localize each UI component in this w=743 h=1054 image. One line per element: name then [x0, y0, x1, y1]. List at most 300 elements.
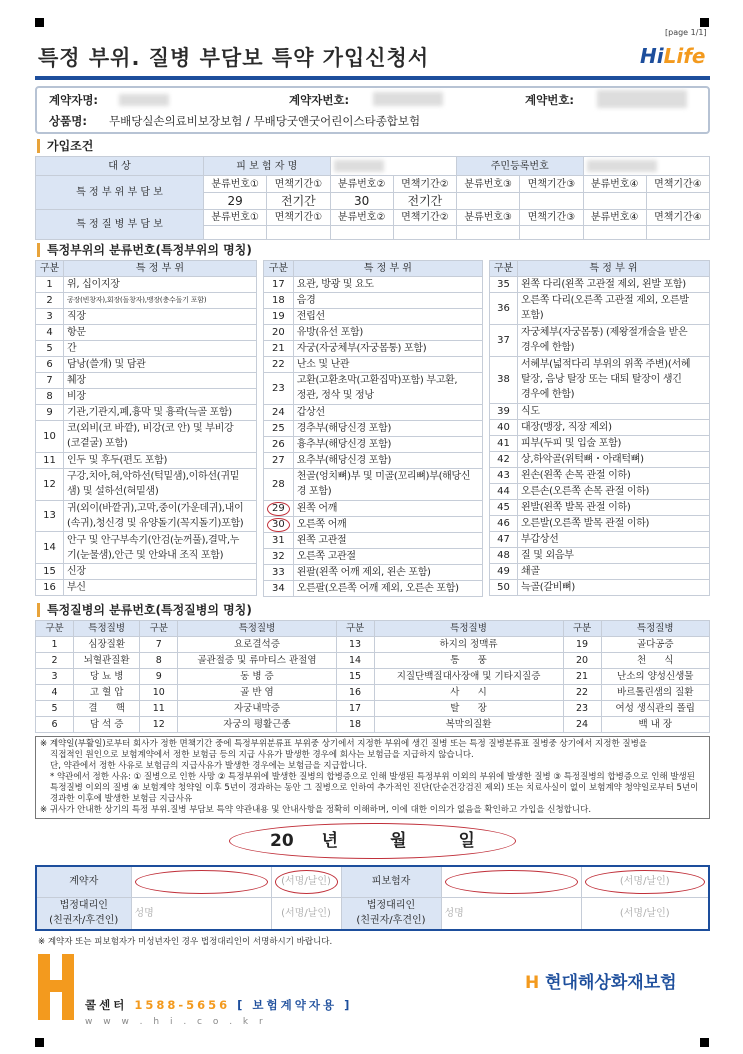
disease-name: 골관절증 및 류마티스 관절염 [178, 652, 336, 668]
table-row [36, 668, 710, 684]
table-row [264, 436, 483, 452]
part-name: 항문 [64, 325, 257, 341]
part-no-cell: 27 [264, 452, 294, 468]
col-header-name: 특정질병 [178, 620, 336, 636]
disease-name: 통 풍 [374, 652, 563, 668]
part-no-cell: 25 [264, 420, 294, 436]
part-no-cell: 1 [36, 277, 64, 293]
legal-rep-name-field[interactable]: 성명 [131, 898, 271, 930]
part-name: 경추부(해당신경 포함) [293, 420, 482, 436]
table-row [36, 325, 257, 341]
table-row [36, 357, 257, 373]
part-no: 29 [267, 502, 290, 516]
part-name: 상,하악골(위턱뼈・아래턱뼈) [518, 452, 710, 468]
part-no-cell: 21 [264, 341, 294, 357]
part-no-cell: 17 [264, 277, 294, 293]
table-row [36, 652, 710, 668]
table-row [264, 564, 483, 580]
table-row [264, 325, 483, 341]
part-no-cell: 48 [490, 548, 518, 564]
parts-table-1 [35, 260, 257, 596]
part-name: 오른쪽 어깨 [293, 516, 482, 532]
part-name: 왼손(왼쪽 손목 관절 이하) [518, 468, 710, 484]
table-row [490, 484, 710, 500]
part-value[interactable]: 29 [204, 193, 267, 210]
table-row [36, 452, 257, 468]
redacted [119, 94, 169, 106]
table-row [490, 420, 710, 436]
col-header: 분류번호③ [457, 210, 520, 226]
note: ※ 귀사가 안내한 상기의 특정 부위.질병 부담보 특약 약관내용 및 안내사항을 정확히 이해하며, 이에 대한 이의가 없음을 확인하고 가입을 신청합니다. [40, 804, 592, 815]
part-name: 식도 [518, 404, 710, 420]
disease-no: 3 [36, 668, 74, 684]
contractor-no-label: 계약자번호: [289, 93, 350, 107]
callcenter: 콜센터 1588-5656 [ 보험계약자용 ] w w w . h i . c o . k r [85, 997, 353, 1027]
part-no-cell: 26 [264, 436, 294, 452]
table-row [264, 452, 483, 468]
table-row [36, 373, 257, 389]
part-name: 왼쪽 어깨 [293, 500, 482, 516]
table-row [36, 309, 257, 325]
disease-no: 18 [336, 716, 374, 732]
col-header: 분류번호② [330, 210, 393, 226]
disease-no: 8 [140, 652, 178, 668]
table-row [36, 421, 257, 453]
col-header: 면책기간② [393, 210, 456, 226]
table-row [490, 277, 710, 293]
target-label: 대 상 [36, 157, 204, 176]
part-name: 요추부(해당신경 포함) [293, 452, 482, 468]
part-no-cell: 46 [490, 516, 518, 532]
disease-value[interactable] [330, 226, 393, 240]
diseases-table [35, 620, 710, 733]
part-no-cell: 38 [490, 356, 518, 404]
part-name: 유방(유선 포함) [293, 325, 482, 341]
col-header-name: 특정질병 [74, 620, 140, 636]
form-body [35, 139, 710, 1034]
legal-rep-sign-field-2[interactable]: (서명/날인) [581, 898, 709, 930]
product-value: 무배당실손의료비보장보험 / 무배당굿앤굿어린이스타종합보험 [109, 114, 421, 128]
part-no-cell: 23 [264, 373, 294, 405]
part-no-cell: 35 [490, 277, 518, 293]
table-row [36, 580, 257, 596]
part-name: 부신 [64, 580, 257, 596]
part-name: 인두 및 후두(편도 포함) [64, 452, 257, 468]
part-no-cell: 40 [490, 420, 518, 436]
col-header-no: 구분 [264, 261, 294, 277]
part-name: 질 및 외음부 [518, 548, 710, 564]
disease-name: 자궁의 평활근종 [178, 716, 336, 732]
table-row [490, 436, 710, 452]
table-row [264, 420, 483, 436]
insured-name-value [330, 157, 457, 176]
table-row [490, 468, 710, 484]
part-no-cell: 34 [264, 580, 294, 596]
period-value[interactable]: 전기간 [393, 193, 456, 210]
part-no-cell: 2 [36, 293, 64, 309]
part-name: 갑상선 [293, 404, 482, 420]
rrn-label: 주민등록번호 [457, 157, 584, 176]
col-header-name: 특정질병 [601, 620, 709, 636]
part-name: 직장 [64, 309, 257, 325]
part-no-cell: 44 [490, 484, 518, 500]
col-header: 면책기간② [393, 176, 456, 193]
join-conditions-table [35, 156, 710, 240]
disease-name: 당 뇨 병 [74, 668, 140, 684]
part-name: 피부(두피 및 입술 포함) [518, 436, 710, 452]
redacted [597, 90, 687, 108]
table-row [264, 580, 483, 596]
part-name: 구강,치아,혀,악하선(턱밑샘),이하선(귀밑 샘) 및 설하선(혀밑샘) [64, 468, 257, 500]
disease-name: 뇌혈관질환 [74, 652, 140, 668]
disease-no: 13 [336, 636, 374, 652]
col-header-no: 구분 [563, 620, 601, 636]
part-no-cell: 12 [36, 468, 64, 500]
hilife-logo: HiLife [640, 44, 706, 68]
disease-no: 14 [336, 652, 374, 668]
insured-name-field[interactable] [441, 866, 581, 898]
join-conditions-heading: 가입조건 [37, 139, 710, 153]
policy-no-label: 계약번호: [525, 93, 575, 107]
part-no: 30 [267, 518, 290, 532]
part-no-cell: 32 [264, 548, 294, 564]
disease-name: 골다공증 [601, 636, 709, 652]
table-row [264, 468, 483, 500]
contract-info-box [35, 86, 710, 134]
part-name: 왼쪽 다리(왼쪽 고관절 제외, 왼발 포함) [518, 277, 710, 293]
part-name: 요관, 방광 및 요도 [293, 277, 482, 293]
table-row [264, 277, 483, 293]
part-no-cell: 6 [36, 357, 64, 373]
disease-name: 탈 장 [374, 700, 563, 716]
part-no-cell: 28 [264, 468, 294, 500]
disease-no: 20 [563, 652, 601, 668]
disease-name: 사 시 [374, 684, 563, 700]
diseases-heading: 특정질병의 분류번호(특정질병의 명칭) [37, 603, 710, 617]
table-row [490, 293, 710, 325]
part-name: 오른발(오른쪽 발목 관절 이하) [518, 516, 710, 532]
part-no-cell: 37 [490, 324, 518, 356]
disease-no: 24 [563, 716, 601, 732]
disease-name: 골 반 염 [178, 684, 336, 700]
table-row [490, 564, 710, 580]
table-row [264, 293, 483, 309]
col-header: 면책기간④ [646, 210, 709, 226]
disease-value[interactable] [204, 226, 267, 240]
disease-name: 고 혈 압 [74, 684, 140, 700]
part-no-cell: 9 [36, 405, 64, 421]
table-row [490, 500, 710, 516]
disease-name: 요로결석증 [178, 636, 336, 652]
part-name: 공장(빈창자),회장(돌창자),맹장(충수돌기 포함) [64, 293, 257, 309]
part-name: 왼발(왼쪽 발목 관절 이하) [518, 500, 710, 516]
disease-no: 9 [140, 668, 178, 684]
period-value[interactable] [646, 226, 709, 240]
table-row [36, 405, 257, 421]
part-name: 고환(고환초막(고환집막)포함) 부고환, 정관, 정삭 및 정낭 [293, 373, 482, 405]
part-no-cell: 20 [264, 325, 294, 341]
table-row [490, 404, 710, 420]
part-name: 비장 [64, 389, 257, 405]
part-name: 왼쪽 고관절 [293, 532, 482, 548]
col-header-no: 구분 [36, 620, 74, 636]
part-no-cell: 19 [264, 309, 294, 325]
period-value[interactable] [267, 226, 330, 240]
col-header: 면책기간① [267, 176, 330, 193]
part-exclusion-label: 특 정 부 위 부 담 보 [36, 176, 204, 210]
table-row [264, 373, 483, 405]
phone: 1588-5656 [134, 997, 231, 1012]
disease-value[interactable] [583, 226, 646, 240]
col-header: 분류번호① [204, 210, 267, 226]
part-name: 쇄골 [518, 564, 710, 580]
part-no-cell: 13 [36, 500, 64, 532]
part-name: 천골(엉치뼈)부 및 미골(꼬리뼈)부(해당신 경 포함) [293, 468, 482, 500]
col-header: 면책기간④ [646, 176, 709, 193]
document-title: 특정 부위. 질병 부담보 특약 가입신청서 [38, 46, 430, 70]
website: w w w . h i . c o . k r [85, 1016, 267, 1027]
disease-no: 15 [336, 668, 374, 684]
disease-name: 담 석 증 [74, 716, 140, 732]
part-name: 오른쪽 고관절 [293, 548, 482, 564]
part-no-cell: 15 [36, 564, 64, 580]
corner-mark [700, 1038, 709, 1047]
table-row [36, 500, 257, 532]
part-name: 신장 [64, 564, 257, 580]
col-header: 면책기간③ [520, 210, 583, 226]
annotation-circle [135, 870, 268, 894]
table-row [36, 564, 257, 580]
part-no-cell: 8 [36, 389, 64, 405]
col-header-no: 구분 [336, 620, 374, 636]
col-header: 분류번호④ [583, 176, 646, 193]
disease-no: 17 [336, 700, 374, 716]
part-no-cell: 33 [264, 564, 294, 580]
product-label: 상품명: [49, 114, 87, 128]
part-no-cell [264, 516, 294, 532]
part-no-cell: 10 [36, 421, 64, 453]
table-row [36, 293, 257, 309]
redacted [373, 92, 443, 106]
disease-name: 난소의 양성신생물 [601, 668, 709, 684]
disease-exclusion-label: 특 정 질 병 부 담 보 [36, 210, 204, 240]
disease-name: 복막의질환 [374, 716, 563, 732]
disease-name: 하지의 정맥류 [374, 636, 563, 652]
col-header-name: 특 정 부 위 [518, 261, 710, 277]
corner-mark [35, 18, 44, 27]
table-row [264, 341, 483, 357]
contractor-name-field[interactable] [131, 866, 271, 898]
part-name: 음경 [293, 293, 482, 309]
table-row [36, 636, 710, 652]
disease-no: 1 [36, 636, 74, 652]
part-no-cell: 11 [36, 452, 64, 468]
parts-tables [35, 260, 710, 597]
period-value[interactable]: 전기간 [267, 193, 330, 210]
part-no-cell: 3 [36, 309, 64, 325]
part-no-cell: 45 [490, 500, 518, 516]
col-header: 분류번호② [330, 176, 393, 193]
part-no-cell: 36 [490, 293, 518, 325]
legal-rep-sign-field[interactable]: (서명/날인) [271, 898, 341, 930]
part-name: 코(외비(코 바깥), 비강(코 안) 및 부비강 (코곁굴) 포함) [64, 421, 257, 453]
part-name: 귀(외이(바깥귀),고막,중이(가운데귀),내이 (속귀),청신경 및 유양돌기(꼭지돌기)포함) [64, 500, 257, 532]
company-logo: H 현대해상화재보험 [525, 972, 677, 993]
part-name: 기관,기관지,폐,흉막 및 흉곽(늑골 포함) [64, 405, 257, 421]
table-row [264, 516, 483, 532]
date-year-label: 년 [321, 830, 339, 851]
part-no-cell: 22 [264, 357, 294, 373]
table-row [36, 341, 257, 357]
table-row [490, 532, 710, 548]
part-no-cell: 39 [490, 404, 518, 420]
col-header: 분류번호① [204, 176, 267, 193]
table-row [264, 500, 483, 516]
table-row [36, 389, 257, 405]
col-header-no: 구분 [140, 620, 178, 636]
part-no-cell: 5 [36, 341, 64, 357]
disease-name: 자궁내막증 [178, 700, 336, 716]
table-row [264, 357, 483, 373]
part-value[interactable] [583, 193, 646, 210]
disease-name: 백 내 장 [601, 716, 709, 732]
parts-table-3 [489, 260, 710, 596]
part-name: 늑골(갈비뼈) [518, 580, 710, 596]
insured-sign-field[interactable] [581, 866, 709, 898]
table-row [36, 684, 710, 700]
table-row [36, 700, 710, 716]
part-no-cell: 4 [36, 325, 64, 341]
disease-no: 11 [140, 700, 178, 716]
period-value[interactable] [520, 193, 583, 210]
disease-no: 5 [36, 700, 74, 716]
table-row [264, 404, 483, 420]
disease-name: 여성 생식관의 폴립 [601, 700, 709, 716]
parts-table-2 [263, 260, 483, 597]
part-name: 흉추부(해당신경 포함) [293, 436, 482, 452]
part-name: 난소 및 난관 [293, 357, 482, 373]
disease-no: 7 [140, 636, 178, 652]
part-no-cell: 49 [490, 564, 518, 580]
part-name: 간 [64, 341, 257, 357]
col-header-name: 특 정 부 위 [64, 261, 257, 277]
date-line [229, 823, 516, 859]
header-area [0, 0, 743, 136]
legal-rep-label-2: 법정대리인 (친권자/후견인) [341, 898, 441, 930]
table-row [36, 532, 257, 564]
period-value[interactable] [646, 193, 709, 210]
part-name: 담낭(쓸개) 및 담관 [64, 357, 257, 373]
parts-heading: 특정부위의 분류번호(특정부위의 명칭) [37, 243, 710, 257]
part-no-cell: 50 [490, 580, 518, 596]
disease-no: 23 [563, 700, 601, 716]
insured-sign-label: 피보험자 [341, 866, 441, 898]
sign-hint: (서명/날인) [275, 870, 338, 894]
title-rule [35, 76, 710, 80]
table-row [490, 580, 710, 596]
contractor-label: 계약자명: [49, 93, 99, 107]
part-value[interactable]: 30 [330, 193, 393, 210]
col-header: 분류번호③ [457, 176, 520, 193]
part-no-cell: 43 [490, 468, 518, 484]
period-value[interactable] [393, 226, 456, 240]
part-name: 전립선 [293, 309, 482, 325]
table-row [264, 532, 483, 548]
note: 직접적인 원인으로 보험계약에서 정한 보험금 등의 지급 사유가 발생한 경우에 회사는 보험금을 지급하지 않습니다. [50, 749, 474, 760]
disease-no: 2 [36, 652, 74, 668]
disease-no: 21 [563, 668, 601, 684]
insured-name-label: 피 보 험 자 명 [204, 157, 331, 176]
legal-rep-name-field-2[interactable]: 성명 [441, 898, 581, 930]
legal-rep-label: 법정대리인 (친권자/후견인) [36, 898, 131, 930]
disease-no: 16 [336, 684, 374, 700]
col-header: 분류번호④ [583, 210, 646, 226]
date-year: 20 [270, 830, 294, 851]
disease-no: 19 [563, 636, 601, 652]
date-month-label: 월 [390, 830, 407, 851]
disease-no: 12 [140, 716, 178, 732]
disease-name: 지질단백질대사장애 및 기타지질증 [374, 668, 563, 684]
col-header-name: 특 정 부 위 [293, 261, 482, 277]
note: ※ 계약일(부활일)로부터 회사가 정한 면책기간 중에 특정부위분류표 부위중 상기에서 지정한 부위에 생긴 질병 또는 특정 질병분류표 질병중 상기에서 지정한 질병을 [40, 738, 648, 749]
contractor-sign-field[interactable] [271, 866, 341, 898]
col-header-no: 구분 [490, 261, 518, 277]
disease-no: 10 [140, 684, 178, 700]
signature-table [35, 865, 710, 931]
table-row [490, 452, 710, 468]
part-no-cell: 14 [36, 532, 64, 564]
part-no-cell: 18 [264, 293, 294, 309]
rrn-value [583, 157, 710, 176]
note: * 약관에서 정한 사유: ① 질병으로 인한 사망 ② 특정부위에 발생한 질병의 합병증으로 인해 발생된 특정부위 이외의 부위에 발생한 질병 ③ 특정질병의 합병증으로 인해 발생된 특정질병 이외의 질병 ④ 보험계약 청약일 이후 5년이 경과하는 동안 그 질병으로 인하여 추가적인 진단(단순건강검진 제외) 또는 치료사실이 없이 보험계약 청약일로부터 5년이 경과한 이후에 발생한 보험금 지급사유 [50, 771, 699, 804]
disease-no: 22 [563, 684, 601, 700]
part-name: 왼팔(왼쪽 어깨 제외, 왼손 포함) [293, 564, 482, 580]
part-no-cell: 41 [490, 436, 518, 452]
notes-box [35, 736, 710, 819]
table-row [490, 356, 710, 404]
part-value[interactable] [457, 193, 520, 210]
part-name: 서혜부(넓적다리 부위의 위쪽 주변)(서혜 탈장, 음낭 탈장 또는 대퇴 탈장이 생긴 경우에 한함) [518, 356, 710, 404]
footer [35, 954, 710, 1034]
part-no-cell: 47 [490, 532, 518, 548]
part-no-cell: 24 [264, 404, 294, 420]
part-name: 오른쪽 다리(오른쪽 고관절 제외, 오른발 포함) [518, 293, 710, 325]
date-day-label: 일 [458, 830, 475, 851]
disease-name: 바르톨린샘의 질환 [601, 684, 709, 700]
date-area [35, 823, 710, 859]
period-value[interactable] [520, 226, 583, 240]
sign-hint: (서명/날인) [585, 870, 706, 894]
table-row [264, 548, 483, 564]
disease-name: 심장질환 [74, 636, 140, 652]
part-no-cell: 7 [36, 373, 64, 389]
annotation-circle [445, 870, 578, 894]
part-no-cell: 42 [490, 452, 518, 468]
disease-value[interactable] [457, 226, 520, 240]
part-name: 자궁(자궁체부(자궁몸통) 포함) [293, 341, 482, 357]
bottom-marks [0, 1034, 743, 1054]
disease-no: 6 [36, 716, 74, 732]
page-number: [page 1/1] [665, 28, 707, 37]
note: 단, 약관에서 정한 사유로 보험금의 지급사유가 발생한 경우에는 보험금을 지급합니다. [50, 760, 368, 771]
contractor-sign-label: 계약자 [36, 866, 131, 898]
part-name: 오른손(오른쪽 손목 관절 이하) [518, 484, 710, 500]
disease-name: 결 핵 [74, 700, 140, 716]
part-name: 안구 및 안구부속기(안검(눈꺼풀),결막,누 기(눈물샘),안근 및 안와내 조직 포함) [64, 532, 257, 564]
table-row [490, 548, 710, 564]
part-name: 자궁체부(자궁몸통) (제왕절개술을 받은 경우에 한함) [518, 324, 710, 356]
table-row [490, 516, 710, 532]
